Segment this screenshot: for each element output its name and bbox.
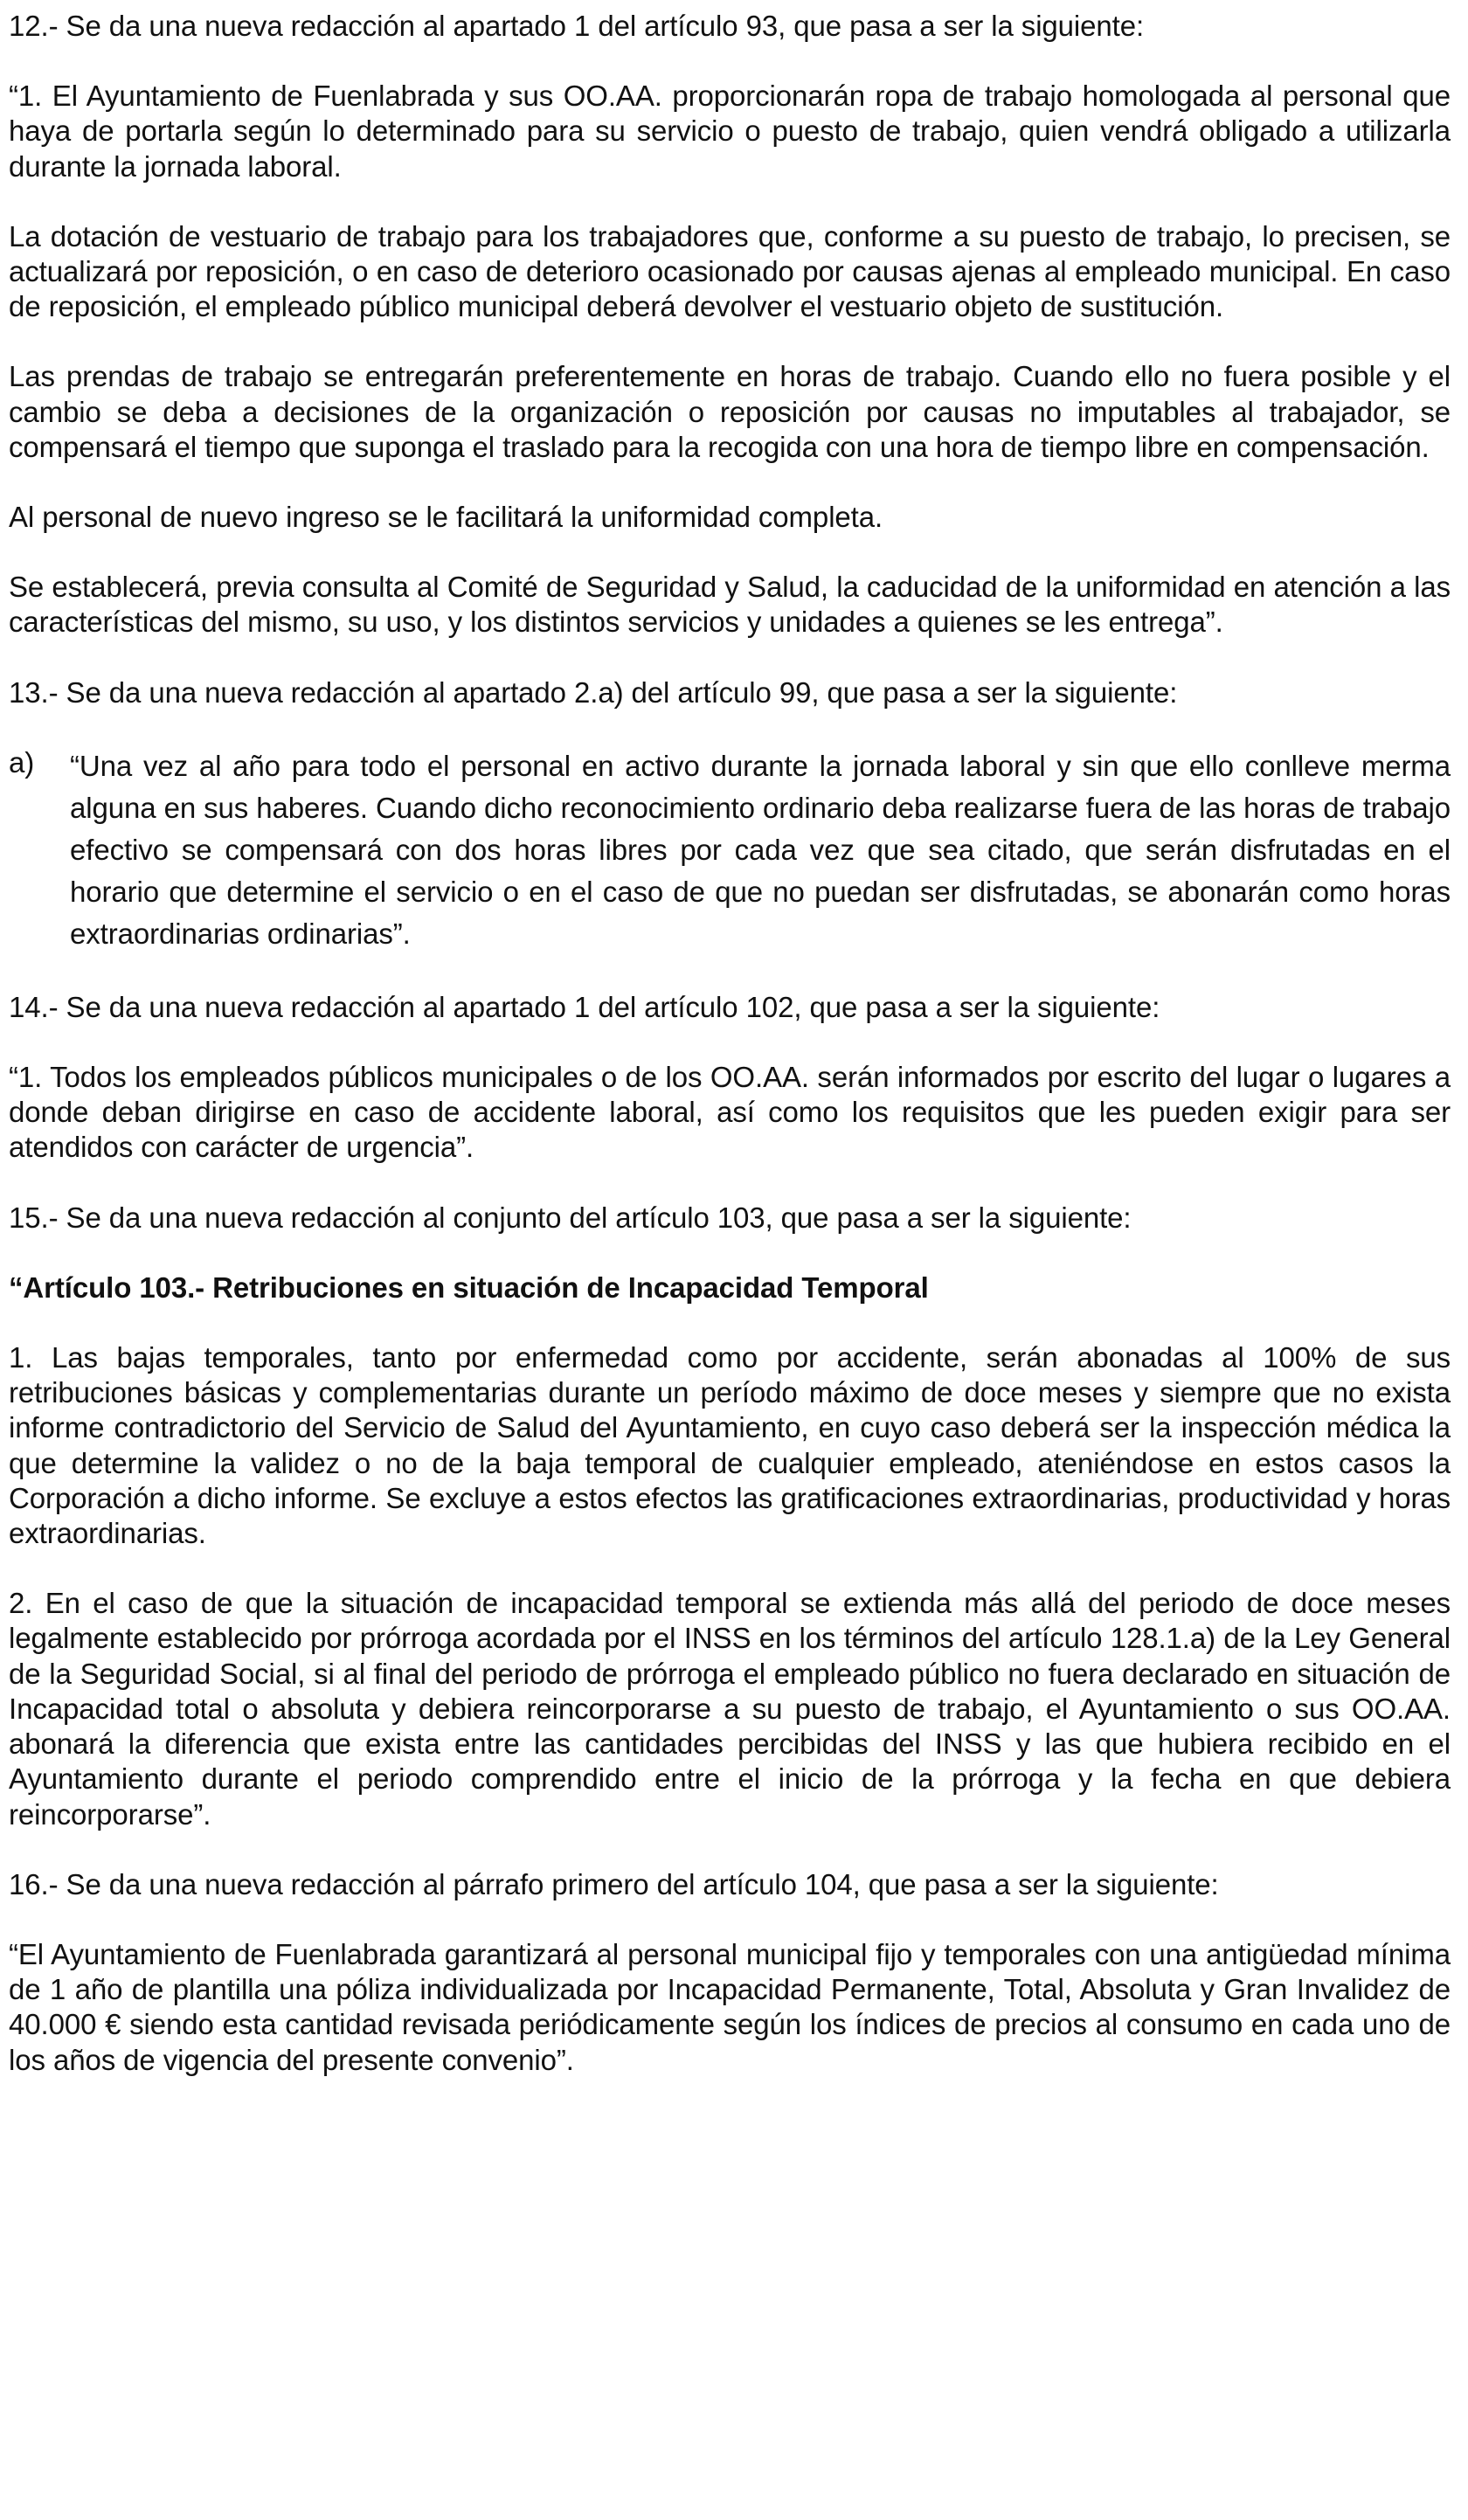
paragraph-15-intro: 15.- Se da una nueva redacción al conjunto del artículo 103, que pasa a ser la siguiente: xyxy=(9,1201,1132,1234)
article-103-heading: “Artículo 103.- Retribuciones en situación de Incapacidad Temporal xyxy=(9,1270,929,1304)
paragraph-caducidad-uniformidad: Se establecerá, previa consulta al Comité de Seguridad y Salud, la caducidad de la uniformidad en atención a las características del mismo, su uso, y los distintos servicios y unidades a quienes se les entrega”. xyxy=(9,571,1451,639)
paragraph-article-93-1: “1. El Ayuntamiento de Fuenlabrada y sus OO.AA. proporcionarán ropa de trabajo homologada al personal que haya de portarla según lo determinado para su servicio o puesto de trabajo, quien vendrá obligado a utilizarla durante la jornada laboral. xyxy=(9,80,1451,183)
paragraph-12-intro: 12.- Se da una nueva redacción al apartado 1 del artículo 93, que pasa a ser la siguiente: xyxy=(9,10,1145,42)
paragraph-nuevo-ingreso: Al personal de nuevo ingreso se le facilitará la uniformidad completa. xyxy=(9,501,883,534)
list-item-text: “Una vez al año para todo el personal en activo durante la jornada laboral y sin que ello conlleve merma alguna en sus haberes. Cuando dicho reconocimiento ordinario deba realizarse fuera de las horas de trabajo efectivo se compensará con dos horas libres por cada vez que sea citado, que serán disfrutadas en el horario que determine el servicio o en el caso de que no puedan ser disfrutadas, se abonarán como horas extraordinarias ordinarias”. xyxy=(70,749,1451,950)
paragraph-article-103-1: 1. Las bajas temporales, tanto por enfermedad como por accidente, serán abonadas al 100% de sus retribuciones básicas y complementarias durante un período máximo de doce meses y siempre que no exista informe contradictorio del Servicio de Salud del Ayuntamiento, en cuyo caso deberá ser la inspección médica la que determine la validez o no de la baja temporal de cualquier empleado, ateniéndose en estos casos la Corporación a dicho informe. Se excluye a estos efectos las gratificaciones extraordinarias, productividad y horas extraordinarias. xyxy=(9,1341,1451,1550)
paragraph-prendas-entrega: Las prendas de trabajo se entregarán preferentemente en horas de trabajo. Cuando ello no fuera posible y el cambio se deba a decisiones de la organización o reposición por causas no imputables al trabajador, se compensará el tiempo que suponga el traslado para la recogida con una hora de tiempo libre en compensación. xyxy=(9,360,1451,463)
list-marker: a) xyxy=(9,745,35,779)
paragraph-vestuario-dotacion: La dotación de vestuario de trabajo para los trabajadores que, conforme a su puesto de trabajo, lo precisen, se actualizará por reposición, o en caso de deterioro ocasionado por causas ajenas al empleado municipal. En caso de reposición, el empleado público municipal deberá devolver el vestuario objeto de sustitución. xyxy=(9,219,1451,323)
paragraph-article-103-2: 2. En el caso de que la situación de incapacidad temporal se extienda más allá del periodo de doce meses legalmente establecido por prórroga acordada por el INSS en los términos del artículo 128.1.a) de la Ley General de la Seguridad Social, si al final del periodo de prórroga el empleado público no fuera declarado en situación de Incapacidad total o absoluta y debiera reincorporarse a su puesto de trabajo, el Ayuntamiento o sus OO.AA. abonará la diferencia que exista entre las cantidades percibidas del INSS y las que hubiera recibido en el Ayuntamiento durante el periodo comprendido entre el inicio de la prórroga y la fecha en que debiera reincorporarse”. xyxy=(9,1587,1451,1831)
paragraph-article-102-1: “1. Todos los empleados públicos municipales o de los OO.AA. serán informados por escrito del lugar o lugares a donde deban dirigirse en caso de accidente laboral, así como los requisitos que les pueden exigir para ser atendidos con carácter de urgencia”. xyxy=(9,1061,1451,1164)
paragraph-14-intro: 14.- Se da una nueva redacción al apartado 1 del artículo 102, que pasa a ser la siguiente: xyxy=(9,990,1160,1023)
list-item-a xyxy=(9,745,1451,955)
paragraph-16-intro: 16.- Se da una nueva redacción al párrafo primero del artículo 104, que pasa a ser la siguiente: xyxy=(9,1867,1219,1900)
paragraph-13-intro: 13.- Se da una nueva redacción al apartado 2.a) del artículo 99, que pasa a ser la siguiente: xyxy=(9,675,1178,709)
paragraph-article-104: “El Ayuntamiento de Fuenlabrada garantizará al personal municipal fijo y temporales con una antigüedad mínima de 1 año de plantilla una póliza individualizada por Incapacidad Permanente, Total, Absoluta y Gran Invalidez de 40.000 € siendo esta cantidad revisada periódicamente según los índices de precios al consumo en cada uno de los años de vigencia del presente convenio”. xyxy=(9,1937,1451,2076)
document-page xyxy=(9,0,1451,2078)
